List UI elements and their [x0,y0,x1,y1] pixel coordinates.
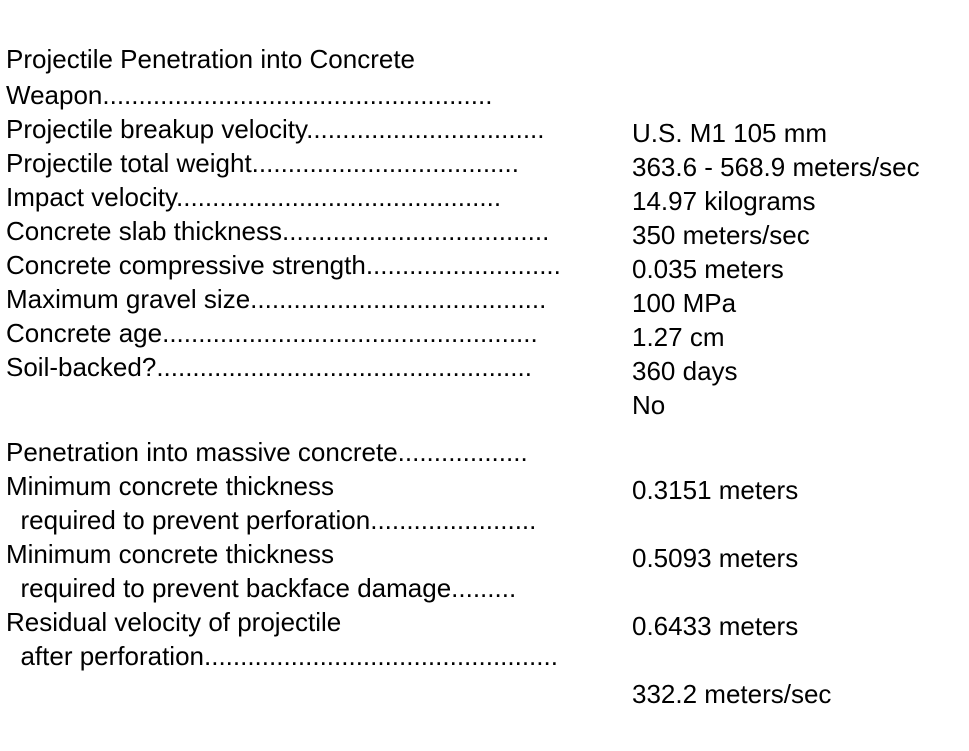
result-label: required to prevent backface damage......... [6,573,517,603]
input-value: 363.6 - 568.9 meters/sec [632,152,920,182]
input-value: 0.035 meters [632,254,784,284]
result-value: 0.5093 meters [632,543,799,573]
input-label: Soil-backed?.................................................... [6,352,532,382]
input-value: 1.27 cm [632,322,725,352]
input-value: 360 days [632,356,738,386]
result-label: after perforation................................................. [6,641,558,671]
input-label: Concrete slab thickness..................................... [6,216,550,246]
input-label: Projectile total weight..................................... [6,148,519,178]
input-label: Projectile breakup velocity................................. [6,114,545,144]
result-row-residual [6,599,966,709]
result-label: Penetration into massive concrete.................. [6,437,528,467]
result-value: 332.2 meters/sec [632,679,832,709]
input-value: No [632,390,666,420]
result-label: required to prevent perforation....................... [6,505,537,535]
input-label: Maximum gravel size......................................... [6,284,547,314]
input-value: U.S. M1 105 mm [632,118,828,148]
result-heading: Minimum concrete thickness [6,539,334,569]
input-value: 100 MPa [632,288,737,318]
result-heading: Minimum concrete thickness [6,471,334,501]
result-heading: Residual velocity of projectile [6,607,342,637]
input-value: 14.97 kilograms [632,186,816,216]
report-title [6,2,416,74]
input-label: Impact velocity............................................. [6,182,502,212]
input-label: Concrete compressive strength........................... [6,250,561,280]
result-value: 0.6433 meters [632,611,799,641]
result-value: 0.3151 meters [632,475,799,505]
report-title-text: Projectile Penetration into Concrete [6,44,416,74]
input-label: Concrete age.................................................... [6,318,538,348]
input-label: Weapon...................................................... [6,80,493,110]
input-value: 350 meters/sec [632,220,810,250]
